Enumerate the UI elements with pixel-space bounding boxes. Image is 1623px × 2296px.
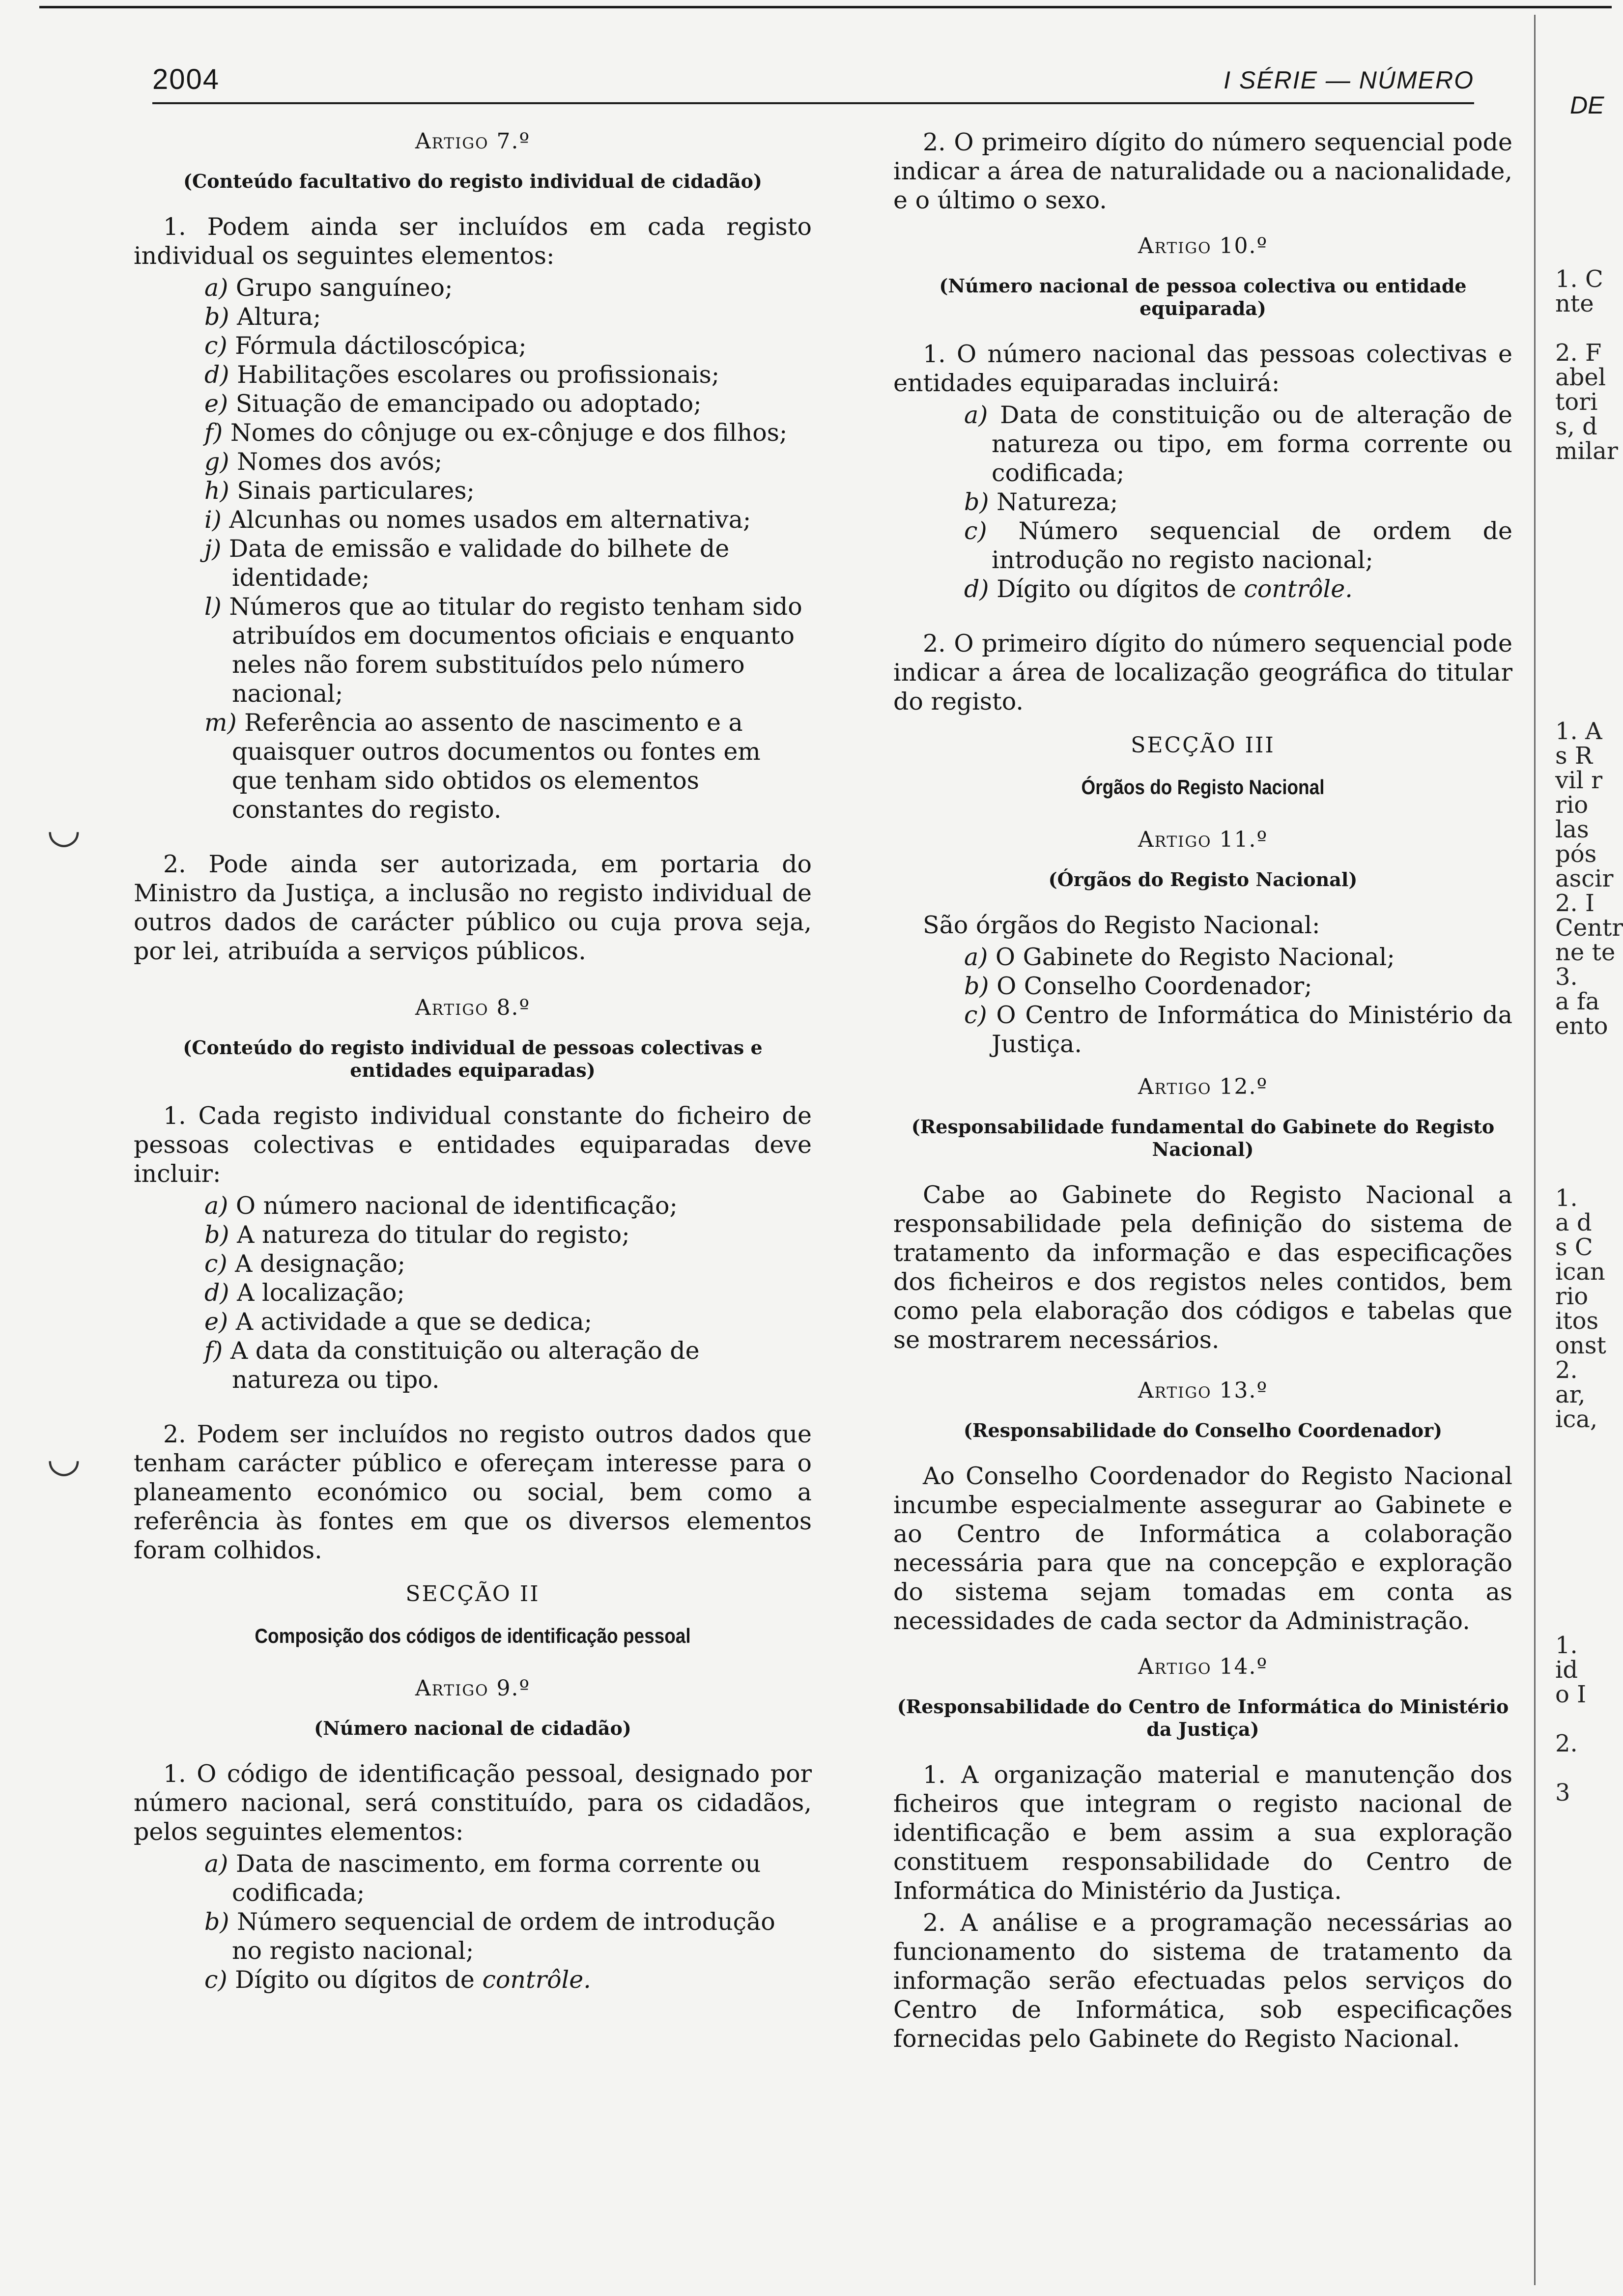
list-item (893, 517, 1512, 574)
article-10-paragraph-1: 1. O número nacional das pessoas colectivas e entidades equiparadas incluirá: (893, 340, 1512, 397)
list-item (134, 447, 812, 476)
list-item (134, 418, 812, 447)
item-text: A actividade a que se dedica; (235, 1308, 593, 1336)
list-item (134, 302, 812, 331)
article-7-paragraph-1: 1. Podem ainda ser incluídos em cada registo individual os seguintes elementos: (134, 213, 812, 270)
item-letter: i) (204, 506, 222, 534)
item-text: Número sequencial de ordem de introdução no registo nacional; (992, 517, 1512, 574)
article-9-paragraph-1: 1. O código de identificação pessoal, designado por número nacional, será constituído, para os cidadãos, pelos seguintes elementos: (134, 1760, 812, 1846)
article-9-heading: Artigo 9.º (415, 1676, 531, 1701)
item-letter: a) (204, 1192, 228, 1220)
article-14-heading: Artigo 14.º (1138, 1654, 1268, 1679)
article-8-heading: Artigo 8.º (415, 995, 531, 1020)
edge-fragment: a d (1555, 1209, 1592, 1236)
list-item (134, 273, 812, 302)
item-letter: c) (204, 332, 228, 360)
item-emphasis: contrôle. (482, 1966, 591, 1994)
item-text: Data de constituição ou de alteração de natureza ou tipo, em forma corrente ou codificada; (992, 401, 1513, 487)
list-item (134, 592, 812, 708)
list-item (134, 1220, 812, 1249)
item-letter: f) (204, 419, 223, 447)
edge-fragment: ascir (1555, 865, 1614, 892)
edge-fragment: rio (1555, 1283, 1589, 1310)
item-text: Data de nascimento, em forma corrente ou codificada; (232, 1850, 761, 1907)
edge-fragment: ican (1555, 1258, 1605, 1286)
list-item (134, 1336, 812, 1394)
list-item (134, 1191, 812, 1220)
list-item (134, 1907, 812, 1965)
edge-fragment: onst (1555, 1332, 1606, 1359)
item-text: A designação; (235, 1250, 406, 1278)
item-letter: l) (204, 593, 222, 621)
section-2-heading: SECÇÃO II (405, 1581, 540, 1607)
item-letter: f) (204, 1337, 223, 1365)
edge-fragment: id (1555, 1656, 1578, 1684)
item-text: Dígito ou dígitos de (235, 1966, 475, 1994)
list-item (134, 1307, 812, 1336)
edge-fragment: Centr (1555, 914, 1623, 942)
edge-fragment: s C (1555, 1234, 1593, 1261)
article-10-paragraph-2: 2. O primeiro dígito do número sequencial pode indicar a área de localização geográfica do titular do registo. (893, 630, 1512, 716)
edge-fragment: vil r (1555, 767, 1603, 794)
item-text: Grupo sanguíneo; (235, 274, 453, 302)
item-letter: d) (964, 575, 989, 603)
top-rule (39, 6, 1612, 8)
list-item (893, 401, 1512, 488)
list-item (134, 1278, 812, 1307)
edge-fragment: tori (1555, 388, 1598, 416)
item-text: Altura; (237, 303, 321, 331)
item-letter: c) (964, 517, 987, 545)
item-text: O Gabinete do Registo Nacional; (995, 943, 1395, 971)
article-14-paragraph-2: 2. A análise e a programação necessárias ao funcionamento do sistema de tratamento da informação serão efectuadas pelos serviços do Centro de Informática, sob especificações fornecidas pelo Gabinete do Registo Nacional. (893, 1909, 1512, 2053)
item-text: Números que ao titular do registo tenham sido atribuídos em documentos oficiais e enquanto neles não forem substituídos pelo número nacional; (229, 593, 802, 708)
item-letter: c) (964, 1001, 987, 1029)
item-letter: e) (204, 1308, 228, 1336)
left-column (134, 128, 812, 1994)
edge-fragment: ar, (1555, 1381, 1586, 1408)
item-letter: h) (204, 477, 229, 505)
article-7-title: (Conteúdo facultativo do registo individual de cidadão) (183, 170, 762, 192)
edge-fragment: itos (1555, 1307, 1599, 1335)
article-11-heading: Artigo 11.º (1138, 827, 1268, 852)
item-text: O número nacional de identificação; (235, 1192, 678, 1220)
page-fold-rule (1534, 15, 1536, 2285)
item-letter: b) (204, 1221, 229, 1249)
list-item (134, 1249, 812, 1278)
edge-fragment: 2. F (1555, 339, 1602, 367)
edge-fragment: milar (1555, 437, 1618, 465)
list-item (134, 360, 812, 389)
item-letter: a) (204, 274, 228, 302)
edge-fragment: pós (1555, 840, 1597, 868)
item-text: A data da constituição ou alteração de natureza ou tipo. (230, 1337, 700, 1394)
item-letter: e) (204, 390, 228, 418)
list-item (893, 1001, 1512, 1059)
list-item (893, 574, 1512, 603)
list-item (134, 708, 812, 824)
item-text: Habilitações escolares ou profissionais; (237, 361, 720, 389)
list-item (134, 534, 812, 592)
edge-fragment: 1. (1555, 1184, 1578, 1212)
article-8-items (134, 1191, 812, 1394)
edge-header-fragment: DE (1570, 91, 1604, 119)
article-14-title: (Responsabilidade do Centro de Informática do Ministério da Justiça) (897, 1695, 1509, 1740)
article-10-items (893, 401, 1512, 603)
scan-mark: ◡ (47, 1435, 81, 1481)
edge-fragment: o I (1555, 1681, 1587, 1708)
edge-fragment: 3 (1555, 1779, 1570, 1807)
item-text: O Centro de Informática do Ministério da Justiça. (992, 1001, 1513, 1058)
item-letter: d) (204, 361, 229, 389)
section-2-title: Composição dos códigos de identificação pessoal (255, 1624, 691, 1647)
item-text: Nomes dos avós; (237, 448, 443, 476)
series-label: I SÉRIE — NÚMERO (1224, 66, 1474, 94)
article-12-heading: Artigo 12.º (1138, 1074, 1268, 1099)
list-item (893, 972, 1512, 1001)
edge-fragment: ica, (1555, 1406, 1598, 1433)
article-10-heading: Artigo 10.º (1138, 233, 1268, 258)
list-item (134, 476, 812, 505)
edge-fragment: 2. (1555, 1356, 1578, 1384)
edge-fragment: 1. (1555, 1632, 1578, 1659)
item-letter: a) (204, 1850, 228, 1878)
item-letter: c) (204, 1250, 228, 1278)
section-3-heading: SECÇÃO III (1131, 733, 1275, 758)
edge-fragment: abel (1555, 364, 1606, 391)
item-text: Número sequencial de ordem de introdução no registo nacional; (232, 1908, 775, 1965)
article-10-title: (Número nacional de pessoa colectiva ou entidade equiparada) (939, 275, 1467, 319)
item-letter: j) (204, 535, 222, 563)
article-7-paragraph-2: 2. Pode ainda ser autorizada, em portaria do Ministro da Justiça, a inclusão no registo individual de outros dados de carácter público ou cuja prova seja, por lei, atribuída a serviços públicos. (134, 850, 812, 965)
article-9-title: (Número nacional de cidadão) (314, 1717, 631, 1739)
list-item (134, 1965, 812, 1994)
edge-fragment: ento (1555, 1012, 1608, 1040)
item-letter: a) (964, 943, 988, 971)
list-item (134, 389, 812, 418)
article-11-title: (Órgãos do Registo Nacional) (1048, 868, 1358, 890)
article-12-title: (Responsabilidade fundamental do Gabinete do Registo Nacional) (911, 1116, 1495, 1160)
article-13-title: (Responsabilidade do Conselho Coordenador) (963, 1419, 1443, 1441)
edge-fragment: s, d (1555, 413, 1597, 440)
article-12-paragraph-1: Cabe ao Gabinete do Registo Nacional a responsabilidade pela definição do sistema de tratamento da informação e das especificações dos ficheiros e dos registos neles contidos, bem como pela elaboração dos códigos e tabelas que se mostrarem necessários. (893, 1181, 1512, 1354)
item-letter: b) (204, 303, 229, 331)
item-letter: m) (204, 709, 237, 737)
item-letter: c) (204, 1966, 228, 1994)
list-item (134, 331, 812, 360)
edge-fragment: 2. I (1555, 890, 1595, 917)
edge-fragment: rio (1555, 791, 1589, 819)
article-11-items (893, 943, 1512, 1059)
edge-fragment: 1. A (1555, 718, 1602, 745)
article-14-paragraph-1: 1. A organização material e manutenção dos ficheiros que integram o registo nacional de identificação e bem assim a sua exploração constituem responsabilidade do Centro de Informática do Ministério da Justiça. (893, 1761, 1512, 1905)
article-7-items (134, 273, 812, 824)
item-text: Fórmula dáctiloscópica; (235, 332, 527, 360)
section-3-title: Órgãos do Registo Nacional (1081, 775, 1325, 799)
list-item (893, 488, 1512, 517)
article-13-heading: Artigo 13.º (1138, 1378, 1268, 1403)
item-text: A localização; (237, 1279, 405, 1307)
item-text: Dígito ou dígitos de (997, 575, 1236, 603)
edge-fragment: 2. (1555, 1730, 1578, 1757)
article-9-paragraph-2: 2. O primeiro dígito do número sequencial pode indicar a área de naturalidade ou a nacionalidade, e o último o sexo. (893, 128, 1512, 214)
edge-fragment: nte (1555, 290, 1594, 317)
list-item (134, 1849, 812, 1907)
item-text: Alcunhas ou nomes usados em alternativa; (229, 506, 751, 534)
item-letter: g) (204, 448, 229, 476)
item-text: A natureza do titular do registo; (237, 1221, 630, 1249)
scan-mark: ◡ (47, 806, 81, 852)
item-text: Data de emissão e validade do bilhete de identidade; (228, 535, 730, 592)
article-13-paragraph-1: Ao Conselho Coordenador do Registo Nacional incumbe especialmente assegurar ao Gabinete e ao Centro de Informática a colaboração necessária para que na concepção e exploração do sistema sejam tomadas em conta as necessidades de cada sector da Administração. (893, 1462, 1512, 1635)
edge-fragment: ne te (1555, 939, 1616, 966)
edge-fragment: las (1555, 816, 1589, 843)
item-emphasis: contrôle. (1244, 575, 1353, 603)
item-letter: b) (964, 488, 989, 516)
article-9-items (134, 1849, 812, 1994)
edge-fragment: 3. (1555, 963, 1578, 991)
article-7-heading: Artigo 7.º (415, 129, 531, 154)
list-item (134, 505, 812, 534)
article-11-paragraph-1: São órgãos do Registo Nacional: (923, 911, 1320, 939)
item-text: Nomes do cônjuge ou ex-cônjuge e dos filhos; (230, 419, 788, 447)
article-8-title: (Conteúdo do registo individual de pessoas colectivas e entidades equiparadas) (183, 1036, 763, 1081)
item-letter: d) (204, 1279, 229, 1307)
item-letter: b) (204, 1908, 229, 1936)
article-8-paragraph-2: 2. Podem ser incluídos no registo outros dados que tenham carácter público e ofereçam interesse para o planeamento económico ou social, bem como a referência às fontes em que os diversos elementos foram colhidos. (134, 1420, 812, 1564)
item-letter: b) (964, 972, 989, 1000)
edge-fragment: s R (1555, 742, 1593, 770)
item-letter: a) (964, 401, 988, 429)
item-text: Natureza; (997, 488, 1118, 516)
item-text: Sinais particulares; (237, 477, 475, 505)
item-text: O Conselho Coordenador; (997, 972, 1312, 1000)
article-8-paragraph-1: 1. Cada registo individual constante do ficheiro de pessoas colectivas e entidades equiparadas deve incluir: (134, 1102, 812, 1188)
right-column (893, 128, 1512, 2056)
item-text: Situação de emancipado ou adoptado; (235, 390, 702, 418)
edge-fragment: a fa (1555, 988, 1600, 1015)
edge-fragment: 1. C (1555, 265, 1603, 293)
page-number: 2004 (152, 63, 220, 95)
item-text: Referência ao assento de nascimento e a quaisquer outros documentos ou fontes em que tenham sido obtidos os elementos constantes do registo. (232, 709, 761, 824)
page-header (152, 63, 1474, 104)
list-item (893, 943, 1512, 972)
